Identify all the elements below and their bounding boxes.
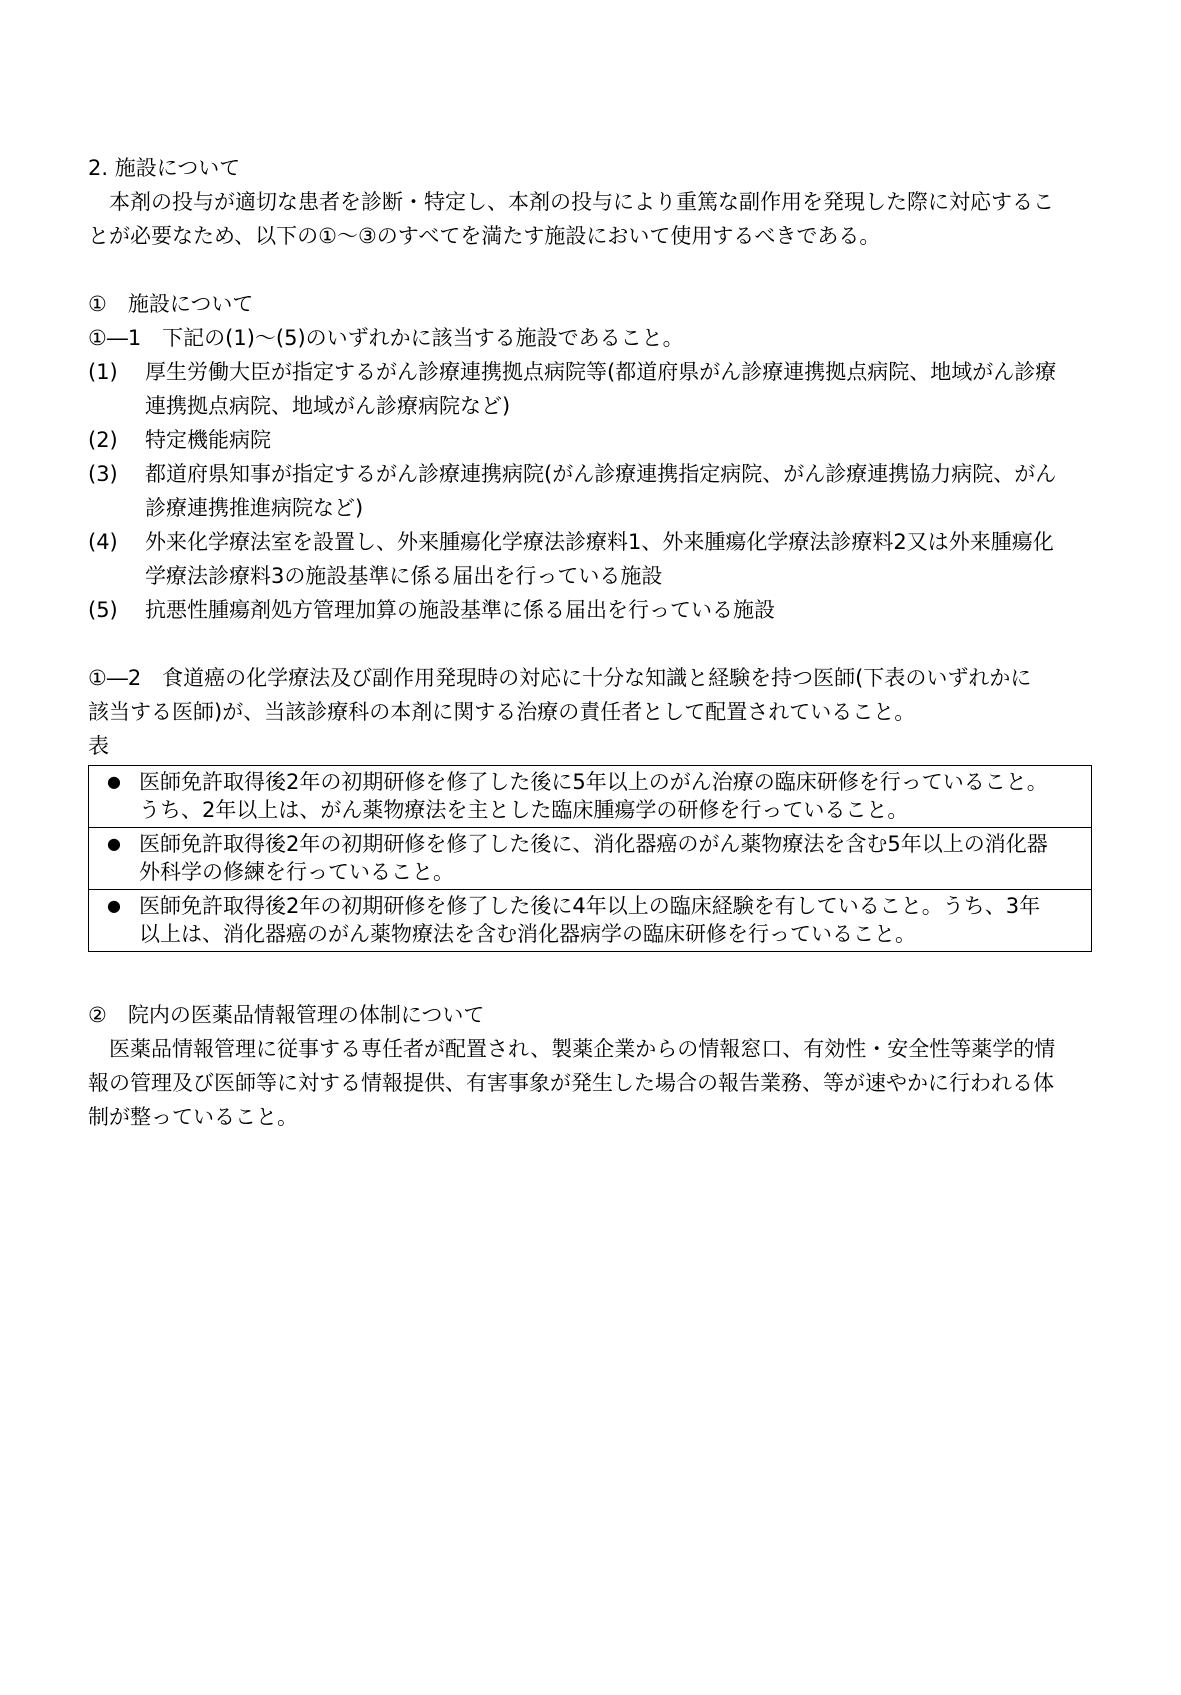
- list-item: [88, 525, 1092, 593]
- list-item: [88, 423, 1092, 457]
- list-item: [88, 593, 1092, 627]
- subsection-heading: ② 院内の医薬品情報管理の体制について: [88, 1003, 485, 1027]
- list-text-block: [145, 423, 1092, 457]
- spacer: [88, 253, 1092, 287]
- list-number: (2): [88, 428, 118, 452]
- table-row: [89, 890, 1092, 952]
- table-row: [89, 828, 1092, 890]
- list-number: (3): [88, 462, 118, 486]
- list-text: 特定機能病院: [145, 428, 271, 452]
- list-text: 学療法診療料3の施設基準に係る届出を行っている施設: [145, 564, 663, 588]
- list-item: [88, 457, 1092, 525]
- cell-line: 医師免許取得後2年の初期研修を修了した後に、消化器癌のがん薬物療法を含む5年以上の消化器: [139, 832, 1048, 856]
- intro-line: 本剤の投与が適切な患者を診断・特定し、本剤の投与により重篤な副作用を発現した際に対応するこ: [88, 190, 1054, 214]
- list-text: 抗悪性腫瘍剤処方管理加算の施設基準に係る届出を行っている施設: [145, 598, 775, 622]
- spacer: [88, 952, 1092, 998]
- criteria-heading: ①―1 下記の(1)～(5)のいずれかに該当する施設であること。: [88, 326, 684, 350]
- body-line: 制が整っていること。: [88, 1105, 298, 1129]
- body-line: 医薬品情報管理に従事する専任者が配置され、製薬企業からの情報窓口、有効性・安全性等薬学的情: [88, 1037, 1056, 1061]
- list-text: 厚生労働大臣が指定するがん診療連携拠点病院等(都道府県がん診療連携拠点病院、地域がん診療: [145, 360, 1057, 384]
- list-item: [88, 355, 1092, 423]
- table-cell: [139, 828, 1092, 890]
- cell-line: 外科学の修練を行っていること。: [139, 860, 454, 884]
- table-cell: [139, 890, 1092, 952]
- physician-requirements-table: [88, 765, 1092, 952]
- list-text-block: [145, 355, 1092, 423]
- criteria-2-line: ①―2 食道癌の化学療法及び副作用発現時の対応に十分な知識と経験を持つ医師(下表のいずれかに: [88, 666, 1032, 690]
- body-line: 報の管理及び医師等に対する情報提供、有害事象が発生した場合の報告業務、等が速やかに行われる体: [88, 1071, 1054, 1095]
- list-text-block: [145, 457, 1092, 525]
- list-number: (1): [88, 360, 118, 384]
- list-text: 連携拠点病院、地域がん診療病院など): [145, 394, 511, 418]
- criteria-2-line: 該当する医師)が、当該診療科の本剤に関する治療の責任者として配置されていること。: [88, 700, 916, 724]
- spacer: [88, 627, 1092, 661]
- cell-line: 以上は、消化器癌のがん薬物療法を含む消化器病学の臨床研修を行っていること。: [139, 922, 916, 946]
- bullet-icon: ●: [89, 766, 140, 828]
- table-label: 表: [88, 734, 109, 758]
- cell-line: 医師免許取得後2年の初期研修を修了した後に5年以上のがん治療の臨床研修を行っていること。: [139, 770, 1048, 794]
- section-title: 2. 施設について: [88, 156, 241, 180]
- table-cell: [139, 766, 1092, 828]
- bullet-icon: ●: [89, 890, 140, 952]
- list-text: 外来化学療法室を設置し、外来腫瘍化学療法診療料1、外来腫瘍化学療法診療料2又は外来腫瘍化: [145, 530, 1054, 554]
- list-text-block: [145, 525, 1092, 593]
- cell-line: うち、2年以上は、がん薬物療法を主とした臨床腫瘍学の研修を行っていること。: [139, 798, 909, 822]
- subsection-heading: ① 施設について: [88, 292, 254, 316]
- list-number: (4): [88, 530, 118, 554]
- table-row: [89, 766, 1092, 828]
- list-text-block: [145, 593, 1092, 627]
- list-text: 都道府県知事が指定するがん診療連携病院(がん診療連携指定病院、がん診療連携協力病院、がん: [145, 462, 1057, 486]
- list-text: 診療連携推進病院など): [145, 496, 364, 520]
- list-number: (5): [88, 598, 118, 622]
- intro-line: とが必要なため、以下の①～③のすべてを満たす施設において使用するべきである。: [88, 224, 881, 248]
- cell-line: 医師免許取得後2年の初期研修を修了した後に4年以上の臨床経験を有していること。うち、3年: [139, 894, 1041, 918]
- bullet-icon: ●: [89, 828, 140, 890]
